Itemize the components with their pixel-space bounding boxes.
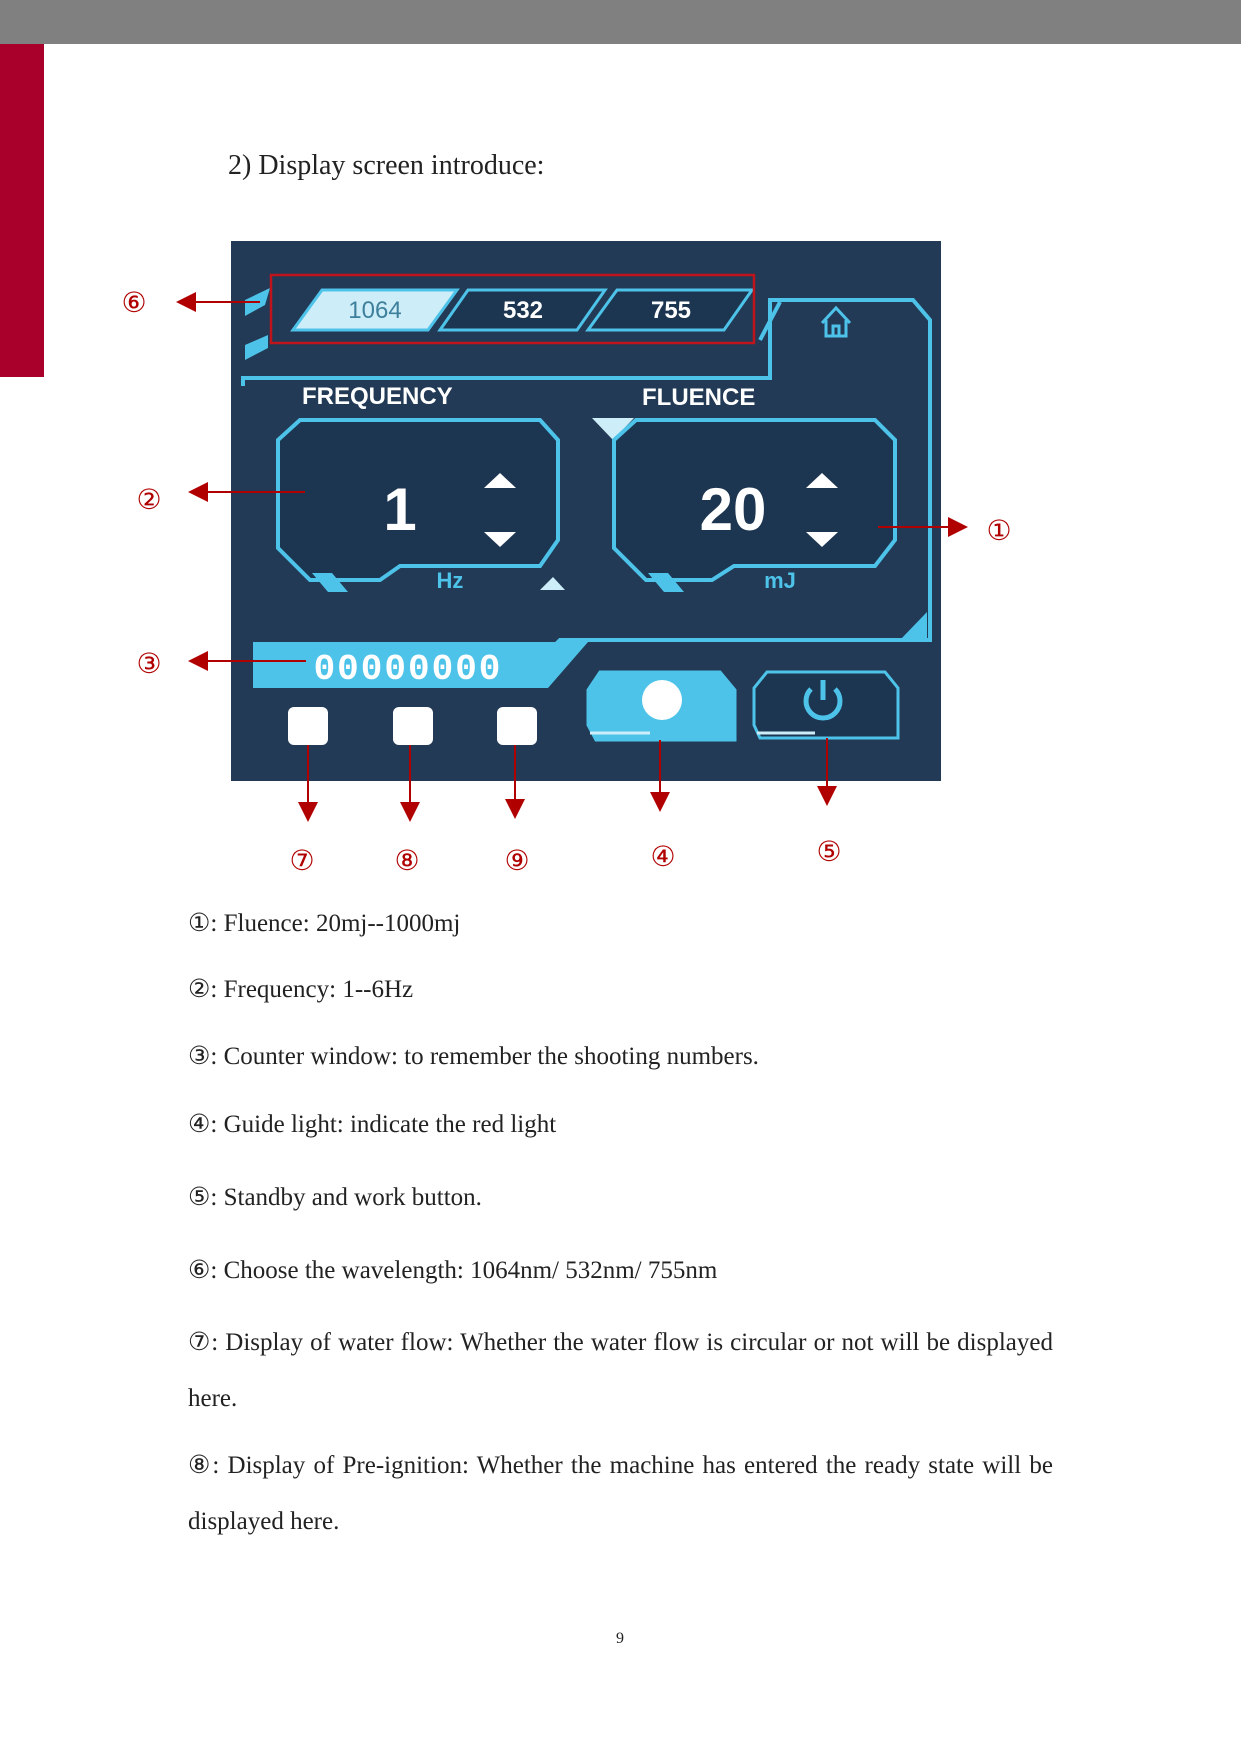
- description-1: ①: Fluence: 20mj--1000mj: [188, 910, 461, 937]
- section-heading: 2) Display screen introduce:: [228, 150, 545, 181]
- callout-8: ⑧: [394, 844, 420, 877]
- power-button[interactable]: [754, 672, 898, 738]
- description-6: ⑥: Choose the wavelength: 1064nm/ 532nm/ 755nm: [188, 1257, 718, 1284]
- fluence-value: 20: [699, 476, 767, 543]
- callout-5: ⑤: [816, 835, 842, 868]
- callout-3: ③: [136, 647, 162, 680]
- tab-532-label: 532: [502, 297, 544, 324]
- callout-6: ⑥: [121, 286, 147, 319]
- callout-9: ⑨: [504, 844, 530, 877]
- description-4: ④: Guide light: indicate the red light: [188, 1111, 557, 1138]
- tab-755-label: 755: [650, 297, 692, 324]
- fluence-unit: mJ: [764, 568, 796, 593]
- counter-value: 00000000: [313, 649, 503, 690]
- description-7: ⑦: Display of water flow: Whether the water flow is circular or not will be displayed here.: [188, 1329, 1053, 1412]
- fluence-panel: [614, 420, 895, 593]
- frequency-panel: [278, 420, 565, 593]
- description-2: ②: Frequency: 1--6Hz: [188, 976, 414, 1003]
- water-flow-indicator: [288, 707, 328, 745]
- counter-window: [253, 642, 588, 690]
- callout-1: ①: [986, 514, 1012, 547]
- guide-light-button[interactable]: [588, 672, 735, 740]
- tab-1064-label: 1064: [348, 297, 402, 324]
- frequency-label: FREQUENCY: [302, 383, 453, 410]
- description-8: ⑧: Display of Pre-ignition: Whether the machine has entered the ready state will be displayed here.: [188, 1452, 1053, 1535]
- description-5: ⑤: Standby and work button.: [188, 1184, 482, 1211]
- page-number: 9: [616, 1630, 624, 1647]
- frequency-value: 1: [383, 476, 417, 543]
- guide-light-icon: [642, 680, 682, 720]
- callout-2: ②: [136, 483, 162, 516]
- description-3: ③: Counter window: to remember the shooting numbers.: [188, 1043, 759, 1070]
- frequency-unit: Hz: [436, 568, 464, 593]
- callout-7: ⑦: [289, 844, 315, 877]
- indicator-9: [497, 707, 537, 745]
- callout-4: ④: [650, 840, 676, 873]
- fluence-label: FLUENCE: [642, 384, 756, 411]
- wavelength-tabs[interactable]: [293, 290, 752, 330]
- pre-ignition-indicator: [393, 707, 433, 745]
